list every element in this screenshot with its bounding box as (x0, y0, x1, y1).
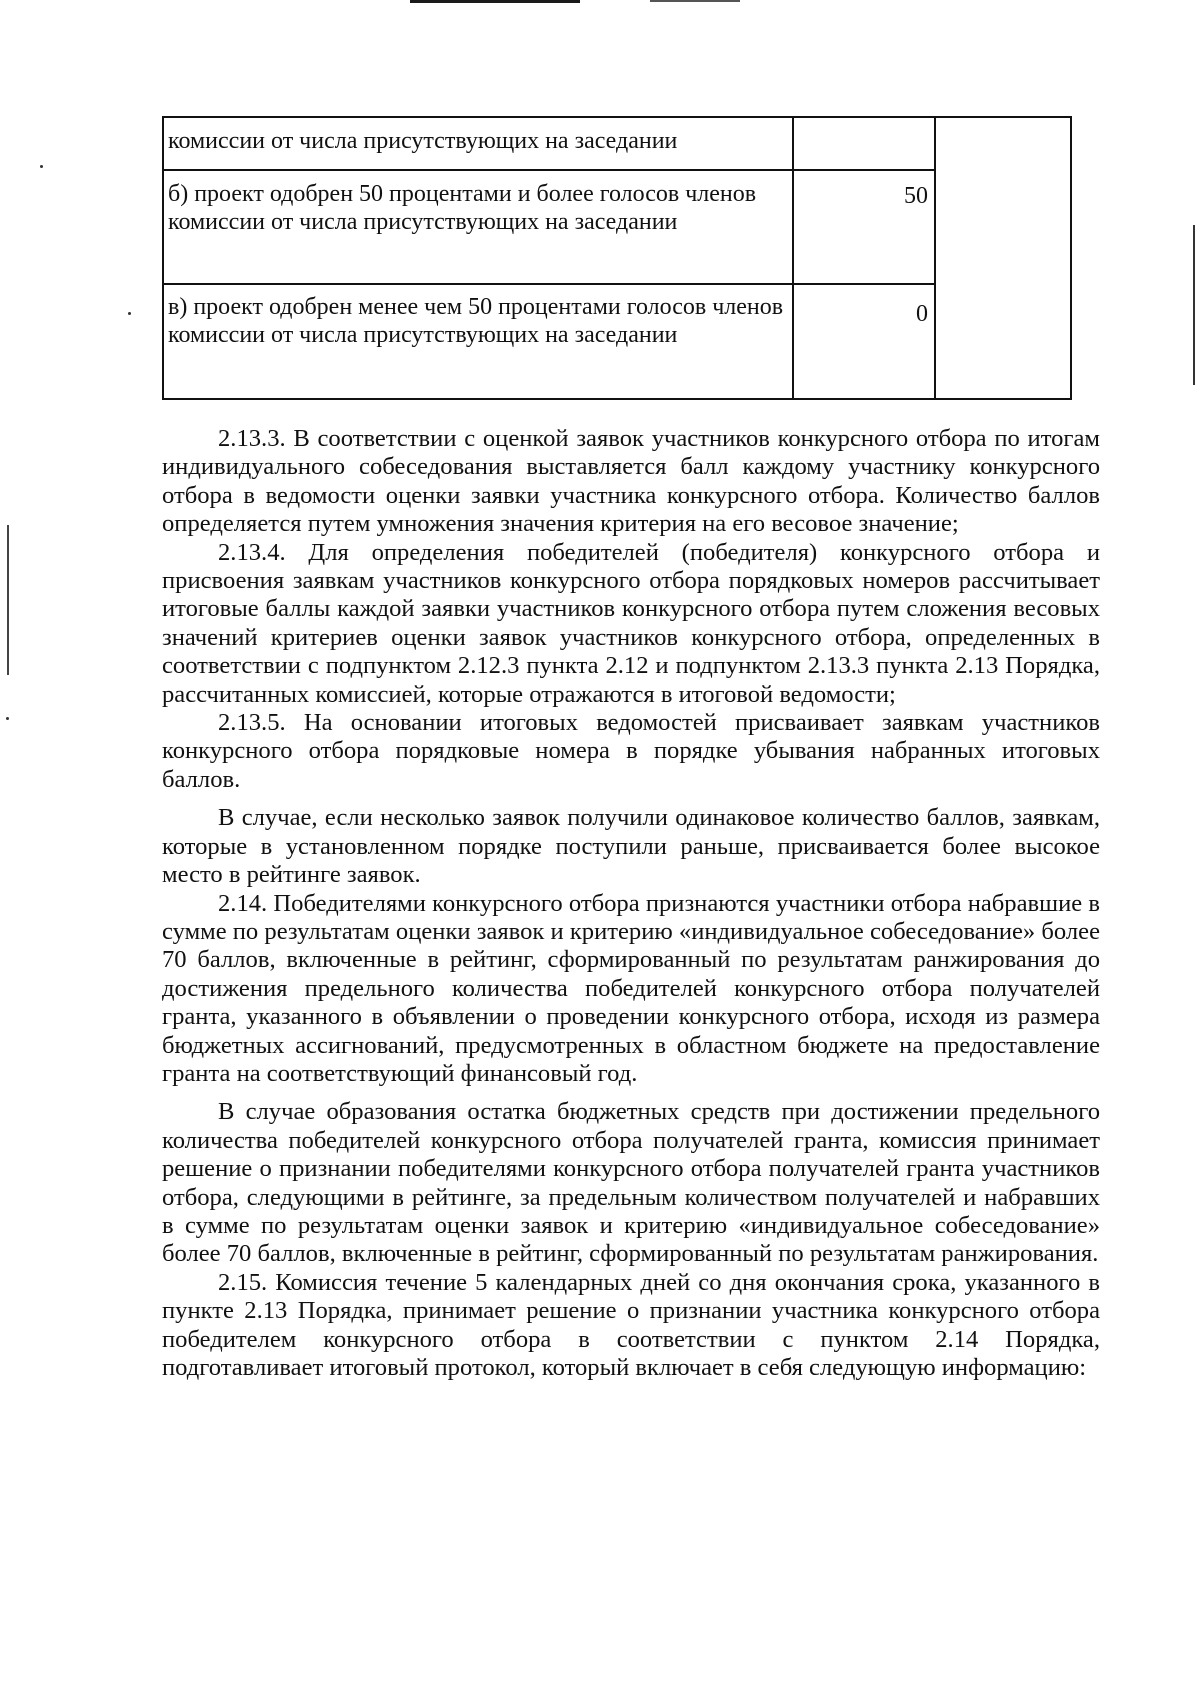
document-body (162, 425, 1100, 1382)
table-column-divider (792, 118, 794, 398)
paragraph-2-14: 2.14. Победителями конкурсного отбора признаются участники отбора набравшие в сумме по результатам оценки заявок и критерию «индивидуальное собеседование» более 70 баллов, включенные в рейтинг, сформированный по результатам ранжирования до достижения предельного количества победителей конкурсного отбора получателей гранта, указанного в объявлении о проведении конкурсного отбора, исходя из размера бюджетных ассигнований, предусмотренных в областном бюджете на предоставление гранта на соответствующий финансовый год. (162, 889, 1100, 1087)
table-cell-score: 50 (904, 183, 928, 209)
table-cell-score: 0 (916, 301, 928, 327)
paragraph-equal-scores: В случае, если несколько заявок получили одинаковое количество баллов, заявкам, которые в установленном порядке поступили раньше, присваивается более высокое место в рейтинге заявок. (162, 804, 1100, 889)
paragraph-2-13-4: 2.13.4. Для определения победителей (победителя) конкурсного отбора и присвоения заявкам участников конкурсного отбора порядковых номеров рассчитывает итоговые баллы каждой заявки участников конкурсного отбора путем сложения весовых значений критериев оценки заявок участников конкурсного отбора, определенных в соответствии с подпунктом 2.12.3 пункта 2.12 и подпунктом 2.13.3 пункта 2.13 Порядка, рассчитанных комиссией, которые отражаются в итоговой ведомости; (162, 538, 1100, 708)
paragraph-budget-remainder: В случае образования остатка бюджетных средств при достижении предельного количества победителей конкурсного отбора получателей гранта, комиссия принимает решение о признании победителями конкурсного отбора получателей гранта участников отбора, следующими в рейтинге, за предельным количеством получателей и набравших в сумме по результатам оценки заявок и критерию «индивидуальное собеседование» более 70 баллов, включенные в рейтинг, сформированный по результатам ранжирования. (162, 1098, 1100, 1268)
table-cell-criterion: б) проект одобрен 50 процентами и более голосов членов комиссии от числа присутствующих на заседании (168, 181, 757, 235)
table-row-divider (164, 169, 934, 171)
table-row-divider (164, 283, 934, 285)
scan-artifact (6, 717, 9, 720)
scan-artifact (1193, 225, 1195, 385)
scan-artifact (410, 0, 580, 3)
paragraph-2-13-5: 2.13.5. На основании итоговых ведомостей присваивает заявкам участников конкурсного отбора порядковые номера в порядке убывания набранных итоговых баллов. (162, 709, 1100, 793)
table-column-divider (934, 118, 936, 398)
scan-artifact (650, 0, 740, 2)
scan-artifact (40, 165, 43, 168)
criteria-table (162, 116, 1072, 400)
table-cell-criterion: в) проект одобрен менее чем 50 процентами голосов членов комиссии от числа присутствующих на заседании (168, 294, 784, 348)
scan-artifact (7, 525, 9, 675)
paragraph-2-13-3: 2.13.3. В соответствии с оценкой заявок участников конкурсного отбора по итогам индивидуального собеседования выставляется балл каждому участнику конкурсного отбора в ведомости оценки заявки участника конкурсного отбора. Количество баллов определяется путем умножения значения критерия на его весовое значение; (162, 425, 1100, 538)
paragraph-2-15: 2.15. Комиссия течение 5 календарных дней со дня окончания срока, указанного в пункте 2.13 Порядка, принимает решение о признании участника конкурсного отбора победителем конкурсного отбора в соответствии с пунктом 2.14 Порядка, подготавливает итоговый протокол, который включает в себя следующую информацию: (162, 1268, 1100, 1381)
table-cell-criterion: комиссии от числа присутствующих на заседании (168, 128, 678, 154)
scan-artifact (128, 312, 131, 315)
